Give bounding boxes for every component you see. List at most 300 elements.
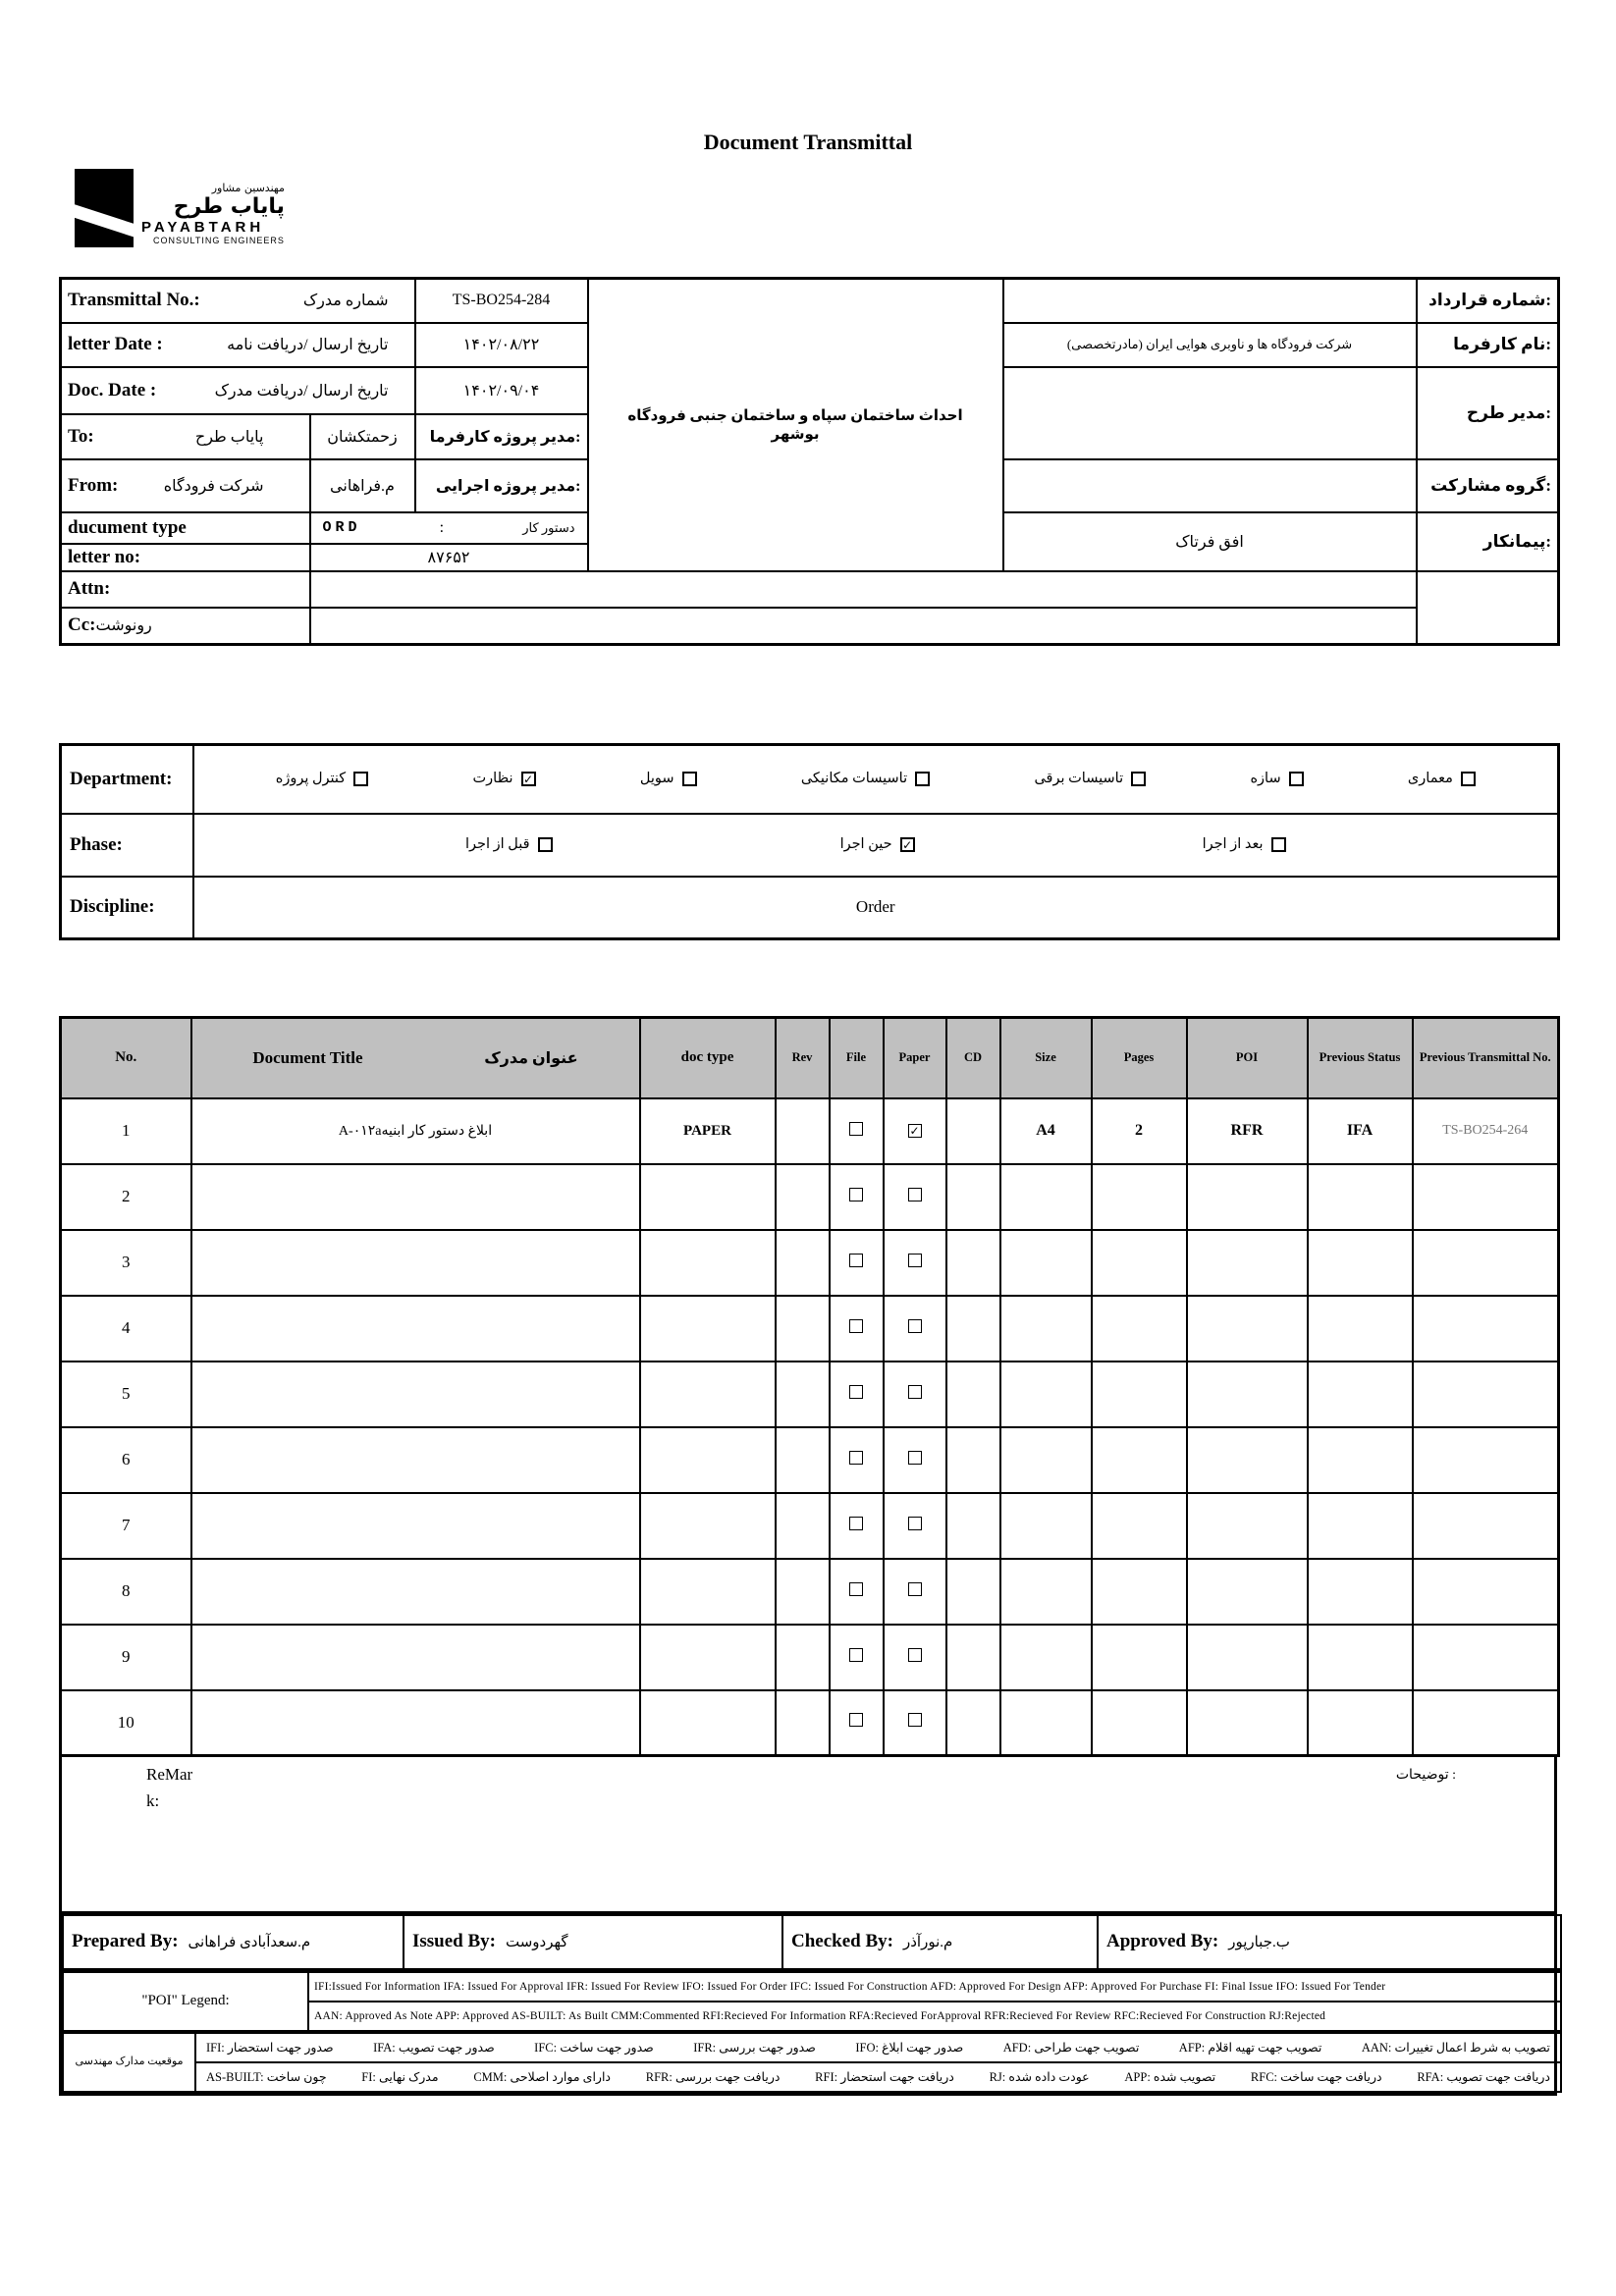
checked-by-cell	[782, 1915, 1098, 1969]
lower-block	[59, 1754, 1557, 2096]
size-cell	[1000, 1296, 1092, 1362]
fa-legend-pair: IFA: صدور جهت تصویب	[373, 2040, 495, 2055]
checkbox-unchecked[interactable]	[908, 1517, 922, 1530]
document-title-cell	[191, 1625, 640, 1690]
document-title-cell	[191, 1230, 640, 1296]
phase-label-cell	[61, 814, 193, 877]
previous-status-cell	[1308, 1427, 1413, 1493]
previous-transmittal-cell	[1413, 1296, 1559, 1362]
file-cell	[830, 1098, 884, 1164]
file-cell	[830, 1559, 884, 1625]
checked-by-label: Checked By:	[791, 1931, 893, 1952]
size-cell	[1000, 1427, 1092, 1493]
checkbox-unchecked[interactable]	[1289, 772, 1304, 786]
pages-cell	[1092, 1493, 1187, 1559]
previous-transmittal-cell	[1413, 1493, 1559, 1559]
checkbox-option-label: قبل از اجرا	[465, 836, 530, 852]
letter-no-value: ۸۷۶۵۲	[310, 544, 588, 571]
checkbox-unchecked[interactable]	[908, 1713, 922, 1727]
cd-cell	[946, 1098, 1000, 1164]
letter-date-label-cell	[61, 323, 415, 367]
header-file: File	[830, 1018, 884, 1098]
poi-legend-table	[62, 1971, 1562, 2032]
size-cell	[1000, 1362, 1092, 1427]
poi-cell	[1187, 1625, 1308, 1690]
exec-pm-value: م.فراهانی	[310, 459, 415, 512]
cd-cell	[946, 1164, 1000, 1230]
doc-table-row	[61, 1493, 1559, 1559]
letter-date-value: ۱۴۰۲/۰۸/۲۲	[415, 323, 588, 367]
fa-legend-pair: FI: مدرک نهایی	[361, 2069, 439, 2084]
checkbox-unchecked[interactable]	[908, 1582, 922, 1596]
signatures-table	[62, 1914, 1562, 1971]
checkbox-unchecked[interactable]	[353, 772, 368, 786]
size-cell	[1000, 1559, 1092, 1625]
doc-type-value-cell	[310, 512, 588, 544]
checkbox-unchecked[interactable]	[849, 1254, 863, 1267]
department-label-cell	[61, 745, 193, 814]
doc-table-row	[61, 1427, 1559, 1493]
pages-cell	[1092, 1559, 1187, 1625]
logo-fa-name: پایاب طرح	[173, 194, 285, 219]
project-title: احداث ساختمان سپاه و ساختمان جنبی فرودگاه بوشهر	[588, 279, 1003, 571]
size-cell	[1000, 1164, 1092, 1230]
fa-legend-pair: IFI: صدور جهت استحضار	[206, 2040, 334, 2055]
poi-cell	[1187, 1296, 1308, 1362]
pages-cell	[1092, 1164, 1187, 1230]
checkbox-option[interactable]	[473, 771, 536, 787]
doc-type-cell	[640, 1296, 776, 1362]
checkbox-unchecked[interactable]	[908, 1319, 922, 1333]
document-title-cell: ابلاغ دستور کار ابنیهA-۰۱۲a	[191, 1098, 640, 1164]
row-number: 1	[61, 1098, 191, 1164]
approved-by-label: Approved By:	[1106, 1931, 1219, 1952]
document-title-cell	[191, 1493, 640, 1559]
previous-transmittal-cell: TS-BO254-264	[1413, 1098, 1559, 1164]
doc-type-value: ORD	[322, 519, 361, 536]
checkbox-checked[interactable]: ✓	[900, 837, 915, 852]
transmittal-no-label-cell	[61, 279, 415, 323]
logo-en-subtitle: CONSULTING ENGINEERS	[153, 236, 285, 245]
transmittal-no-label-en: Transmittal No.:	[68, 290, 200, 311]
fa-legend-pair: RFA: دریافت جهت تصویب	[1417, 2069, 1550, 2084]
discipline-value: Order	[193, 877, 1559, 939]
row-number: 9	[61, 1625, 191, 1690]
fa-legend-table	[62, 2032, 1562, 2093]
poi-legend-en-row-1: IFI:Issued For Information IFA: Issued For Approval IFR: Issued For Review IFO: Issued For Order IFC: Issued For Construction AFD: Approved For Design AFP: Approved For Purchase FI: Final Issue IFO: Issued For Tender	[308, 1972, 1561, 2002]
department-options-cell	[193, 745, 1559, 814]
size-cell	[1000, 1690, 1092, 1756]
checkbox-unchecked[interactable]	[908, 1451, 922, 1465]
rev-cell	[776, 1427, 830, 1493]
fa-legend-pair: RJ: عودت داده شده	[989, 2069, 1090, 2084]
phase-options-cell	[193, 814, 1559, 877]
checkbox-option[interactable]	[1408, 771, 1476, 787]
checkbox-unchecked[interactable]	[849, 1122, 863, 1136]
checkbox-unchecked[interactable]	[682, 772, 697, 786]
department-options	[194, 771, 1558, 787]
doc-table-row	[61, 1559, 1559, 1625]
cd-cell	[946, 1690, 1000, 1756]
doc-type-cell	[640, 1362, 776, 1427]
header-cd: CD	[946, 1018, 1000, 1098]
doc-type-cell	[640, 1427, 776, 1493]
contract-no-value[interactable]	[1003, 279, 1417, 323]
doc-type-label: ducument type	[68, 516, 187, 538]
header-paper: Paper	[884, 1018, 946, 1098]
approved-by-cell	[1098, 1915, 1561, 1969]
issued-by-label: Issued By:	[412, 1931, 496, 1952]
letter-date-label-fa: تاریخ ارسال /دریافت نامه	[227, 337, 389, 353]
contract-no-label: شماره قرارداد:	[1417, 279, 1559, 323]
prepared-by-cell	[63, 1915, 404, 1969]
partnership-value[interactable]	[1003, 459, 1417, 512]
paper-cell	[884, 1427, 946, 1493]
department-label: Department:	[70, 768, 173, 789]
logo-fa-subtitle: مهندسین مشاور	[211, 182, 285, 194]
client-pm-value: زحمتکشان	[310, 414, 415, 459]
fa-legend-pair: IFC: صدور جهت ساخت	[534, 2040, 654, 2055]
doc-table-row	[61, 1690, 1559, 1756]
header-no: No.	[61, 1018, 191, 1098]
phase-label: Phase:	[70, 833, 123, 855]
doc-type-cell	[640, 1625, 776, 1690]
checkbox-unchecked[interactable]	[915, 772, 930, 786]
row-number: 4	[61, 1296, 191, 1362]
previous-transmittal-cell	[1413, 1427, 1559, 1493]
doc-table-row	[61, 1625, 1559, 1690]
checkbox-option-label: تاسیسات برقی	[1034, 771, 1124, 787]
letter-no-label-cell	[61, 544, 310, 571]
remark-label: ReMark:	[146, 1765, 193, 1811]
header-poi: POI	[1187, 1018, 1308, 1098]
fa-legend-pair: CMM: دارای موارد اصلاحی	[473, 2069, 611, 2084]
document-title-cell	[191, 1690, 640, 1756]
checkbox-checked[interactable]: ✓	[909, 1124, 920, 1138]
doc-table-row	[61, 1362, 1559, 1427]
checkbox-option[interactable]	[801, 771, 930, 787]
contractor-label: پیمانکار:	[1417, 512, 1559, 571]
checkbox-option-label: تاسیسات مکانیکی	[800, 771, 908, 787]
size-cell	[1000, 1493, 1092, 1559]
file-cell	[830, 1362, 884, 1427]
checked-by-value: م.نورآذر	[902, 1935, 953, 1951]
cd-cell	[946, 1559, 1000, 1625]
from-value: شرکت فرودگاه	[163, 477, 264, 495]
transmittal-no-value: TS-BO254-284	[415, 279, 588, 323]
issued-by-cell	[404, 1915, 782, 1969]
pages-cell	[1092, 1427, 1187, 1493]
header-title-fa: عنوان مدرک	[484, 1049, 578, 1067]
size-cell	[1000, 1230, 1092, 1296]
rev-cell	[776, 1493, 830, 1559]
row-number: 2	[61, 1164, 191, 1230]
previous-status-cell	[1308, 1625, 1413, 1690]
checkbox-unchecked[interactable]	[849, 1582, 863, 1596]
previous-transmittal-cell	[1413, 1230, 1559, 1296]
checkbox-unchecked[interactable]	[849, 1385, 863, 1399]
phase-options	[194, 836, 1558, 853]
fa-legend-pair: AS-BUILT: چون ساخت	[206, 2069, 327, 2084]
discipline-label-cell	[61, 877, 193, 939]
attn-label-cell	[61, 571, 310, 608]
poi-cell	[1187, 1427, 1308, 1493]
paper-cell	[884, 1362, 946, 1427]
checkbox-unchecked[interactable]	[1461, 772, 1476, 786]
doc-date-label-en: Doc. Date :	[68, 379, 157, 400]
doc-table-row	[61, 1098, 1559, 1164]
previous-status-cell	[1308, 1493, 1413, 1559]
poi-legend-en-row-2: AAN: Approved As Note APP: Approved AS-BUILT: As Built CMM:Commented RFI:Recieved For Information RFA:Recieved ForApproval RFR:Recieved For Review RFC:Recieved For Construction RJ:Rejected	[308, 2002, 1561, 2031]
poi-cell	[1187, 1164, 1308, 1230]
to-value: پایاب طرح	[194, 428, 264, 446]
fa-legend-pair: IFR: صدور جهت بررسی	[693, 2040, 816, 2055]
client-name-label: نام کارفرما:	[1417, 323, 1559, 367]
partnership-label: گروه مشارکت:	[1417, 459, 1559, 512]
pages-cell	[1092, 1690, 1187, 1756]
pages-cell	[1092, 1625, 1187, 1690]
file-cell	[830, 1625, 884, 1690]
header-previous-transmittal: Previous Transmittal No.	[1413, 1018, 1559, 1098]
document-title-cell	[191, 1559, 640, 1625]
checkbox-unchecked[interactable]	[1271, 837, 1286, 852]
checkbox-unchecked[interactable]	[849, 1648, 863, 1662]
checkbox-option-label: حین اجرا	[839, 836, 892, 852]
pages-cell	[1092, 1230, 1187, 1296]
poi-cell	[1187, 1362, 1308, 1427]
header-doc-type: doc type	[640, 1018, 776, 1098]
fa-legend-pair: IFO: صدور جهت ابلاغ	[855, 2040, 964, 2055]
poi-cell	[1187, 1690, 1308, 1756]
checkbox-option[interactable]	[276, 771, 368, 787]
fa-legend-label: موقعیت مدارک مهندسی	[63, 2033, 195, 2092]
checkbox-option[interactable]	[1203, 836, 1286, 853]
fa-legend-row-2	[195, 2062, 1561, 2092]
previous-status-cell	[1308, 1230, 1413, 1296]
file-cell	[830, 1230, 884, 1296]
paper-cell	[884, 1164, 946, 1230]
page-title: Document Transmittal	[703, 130, 913, 154]
checkbox-unchecked[interactable]	[849, 1517, 863, 1530]
doc-type-cell: PAPER	[640, 1098, 776, 1164]
checkbox-option[interactable]	[640, 771, 697, 787]
fa-legend-pair: APP: تصویب شده	[1124, 2069, 1216, 2084]
discipline-label: Discipline:	[70, 896, 155, 918]
exec-pm-label: مدیر پروژه اجرایی:	[415, 459, 588, 512]
checkbox-unchecked[interactable]	[908, 1648, 922, 1662]
checkbox-unchecked[interactable]	[908, 1188, 922, 1201]
prepared-by-label: Prepared By:	[72, 1931, 179, 1952]
cd-cell	[946, 1493, 1000, 1559]
from-label: From:	[68, 474, 119, 496]
checkbox-option[interactable]	[465, 836, 553, 853]
rev-cell	[776, 1230, 830, 1296]
row-number: 8	[61, 1559, 191, 1625]
file-cell	[830, 1164, 884, 1230]
company-logo	[75, 169, 285, 247]
doc-type-cell	[640, 1493, 776, 1559]
checkbox-unchecked[interactable]	[908, 1385, 922, 1399]
checkbox-option-label: نظارت	[472, 771, 513, 787]
header-size: Size	[1000, 1018, 1092, 1098]
checkbox-unchecked[interactable]	[908, 1254, 922, 1267]
header-rev: Rev	[776, 1018, 830, 1098]
doc-type-colon: :	[439, 518, 445, 536]
pages-cell	[1092, 1362, 1187, 1427]
checkbox-option-label: بعد از اجرا	[1202, 836, 1264, 852]
document-title-cell	[191, 1427, 640, 1493]
to-label: To:	[68, 425, 94, 447]
design-manager-value[interactable]	[1003, 367, 1417, 459]
rev-cell	[776, 1559, 830, 1625]
checkbox-option-label: کنترل پروژه	[275, 771, 347, 787]
file-cell	[830, 1296, 884, 1362]
checkbox-unchecked[interactable]	[849, 1319, 863, 1333]
doc-table-header-row	[61, 1018, 1559, 1098]
pages-cell	[1092, 1296, 1187, 1362]
paper-cell	[884, 1559, 946, 1625]
checkbox-unchecked[interactable]	[1131, 772, 1146, 786]
row-number: 10	[61, 1690, 191, 1756]
fa-legend-pair: RFR: دریافت جهت بررسی	[645, 2069, 781, 2084]
checkbox-option[interactable]	[1034, 771, 1146, 787]
paper-cell	[884, 1230, 946, 1296]
previous-status-cell	[1308, 1296, 1413, 1362]
cc-label-en: Cc:	[68, 614, 96, 636]
doc-type-cell	[640, 1230, 776, 1296]
previous-transmittal-cell	[1413, 1625, 1559, 1690]
doc-date-label-fa: تاریخ ارسال /دریافت مدرک	[214, 382, 389, 400]
cc-label-fa: رونوشت	[95, 617, 152, 635]
poi-legend-label: "POI" Legend:	[63, 1972, 308, 2031]
checkbox-unchecked[interactable]	[849, 1451, 863, 1465]
rev-cell	[776, 1296, 830, 1362]
transmittal-info-table	[59, 277, 1560, 646]
contractor-value: افق فرتاک	[1003, 512, 1417, 571]
previous-status-cell	[1308, 1164, 1413, 1230]
row-number: 7	[61, 1493, 191, 1559]
size-cell: A4	[1000, 1098, 1092, 1164]
fa-legend-pair: AFP: تصویب جهت تهیه اقلام	[1178, 2040, 1322, 2055]
doc-type-cell	[640, 1559, 776, 1625]
row-number: 3	[61, 1230, 191, 1296]
design-manager-label: مدیر طرح:	[1417, 367, 1559, 459]
previous-transmittal-cell	[1413, 1690, 1559, 1756]
size-cell	[1000, 1625, 1092, 1690]
from-cell	[61, 459, 310, 512]
pages-cell: 2	[1092, 1098, 1187, 1164]
doc-type-fa: دستور کار	[522, 519, 575, 535]
cc-label-cell	[61, 608, 310, 645]
doc-table-row	[61, 1230, 1559, 1296]
document-title-cell	[191, 1362, 640, 1427]
remark-box[interactable]	[62, 1757, 1554, 1914]
rev-cell	[776, 1164, 830, 1230]
previous-transmittal-cell	[1413, 1362, 1559, 1427]
logo-swoosh-icon	[75, 201, 134, 240]
letter-date-label-en: letter Date :	[68, 334, 163, 354]
previous-status-cell	[1308, 1559, 1413, 1625]
checkbox-unchecked[interactable]	[849, 1713, 863, 1727]
doc-table-row	[61, 1164, 1559, 1230]
checkbox-option[interactable]	[840, 836, 915, 853]
poi-cell: RFR	[1187, 1098, 1308, 1164]
issued-by-value: گهردوست	[506, 1935, 568, 1951]
cc-value[interactable]	[310, 608, 1417, 645]
classification-table	[59, 743, 1560, 940]
previous-status-cell	[1308, 1362, 1413, 1427]
checkbox-option-label: سویل	[639, 771, 674, 787]
cd-cell	[946, 1296, 1000, 1362]
paper-cell	[884, 1625, 946, 1690]
checkbox-unchecked[interactable]	[538, 837, 553, 852]
fa-legend-pair: AFD: تصویب جهت طراحی	[1002, 2040, 1140, 2055]
cd-cell	[946, 1625, 1000, 1690]
row-number: 5	[61, 1362, 191, 1427]
paper-cell	[884, 1493, 946, 1559]
doc-type-cell	[640, 1164, 776, 1230]
cd-cell	[946, 1362, 1000, 1427]
checkbox-option[interactable]	[1250, 771, 1303, 787]
previous-status-cell: IFA	[1308, 1098, 1413, 1164]
fa-legend-pair: RFC: دریافت جهت ساخت	[1250, 2069, 1382, 2084]
header-previous-status: Previous Status	[1308, 1018, 1413, 1098]
paper-cell	[884, 1296, 946, 1362]
document-title-cell	[191, 1296, 640, 1362]
file-cell	[830, 1690, 884, 1756]
doc-date-value: ۱۴۰۲/۰۹/۰۴	[415, 367, 588, 414]
letter-no-label: letter no:	[68, 546, 141, 567]
rev-cell	[776, 1362, 830, 1427]
rev-cell	[776, 1098, 830, 1164]
header-title	[191, 1018, 640, 1098]
attn-value[interactable]	[310, 571, 1417, 608]
checkbox-unchecked[interactable]	[849, 1188, 863, 1201]
fa-legend-row-1	[195, 2033, 1561, 2062]
checkbox-checked[interactable]: ✓	[521, 772, 536, 786]
doc-type-label-cell	[61, 512, 310, 544]
attn-label: Attn:	[68, 578, 111, 599]
rev-cell	[776, 1625, 830, 1690]
remark-label-fa: توضیحات :	[1395, 1768, 1456, 1783]
client-pm-label: مدیر پروژه کارفرما:	[415, 414, 588, 459]
file-cell	[830, 1493, 884, 1559]
document-title-cell	[191, 1164, 640, 1230]
row-number: 6	[61, 1427, 191, 1493]
paper-cell	[884, 1690, 946, 1756]
client-name-value: شرکت فرودگاه ها و ناوبری هوایی ایران (مادرتخصصی)	[1003, 323, 1417, 367]
prepared-by-value: م.سعدآبادی فراهانی	[188, 1935, 311, 1951]
poi-cell	[1187, 1559, 1308, 1625]
doc-type-cell	[640, 1690, 776, 1756]
poi-cell	[1187, 1493, 1308, 1559]
file-cell	[830, 1427, 884, 1493]
fa-legend-pair: RFI: دریافت جهت استحضار	[815, 2069, 954, 2084]
logo-mark-icon	[75, 169, 134, 247]
poi-cell	[1187, 1230, 1308, 1296]
logo-en-name: PAYABTARH	[141, 219, 265, 236]
cd-cell	[946, 1427, 1000, 1493]
doc-date-label-cell	[61, 367, 415, 414]
previous-transmittal-cell	[1413, 1164, 1559, 1230]
rev-cell	[776, 1690, 830, 1756]
to-cell	[61, 414, 310, 459]
header-title-en: Document Title	[252, 1047, 363, 1067]
doc-table-row	[61, 1296, 1559, 1362]
checkbox-option-label: سازه	[1250, 771, 1281, 787]
paper-cell	[884, 1098, 946, 1164]
transmittal-no-label-fa: شماره مدرک	[302, 293, 389, 310]
